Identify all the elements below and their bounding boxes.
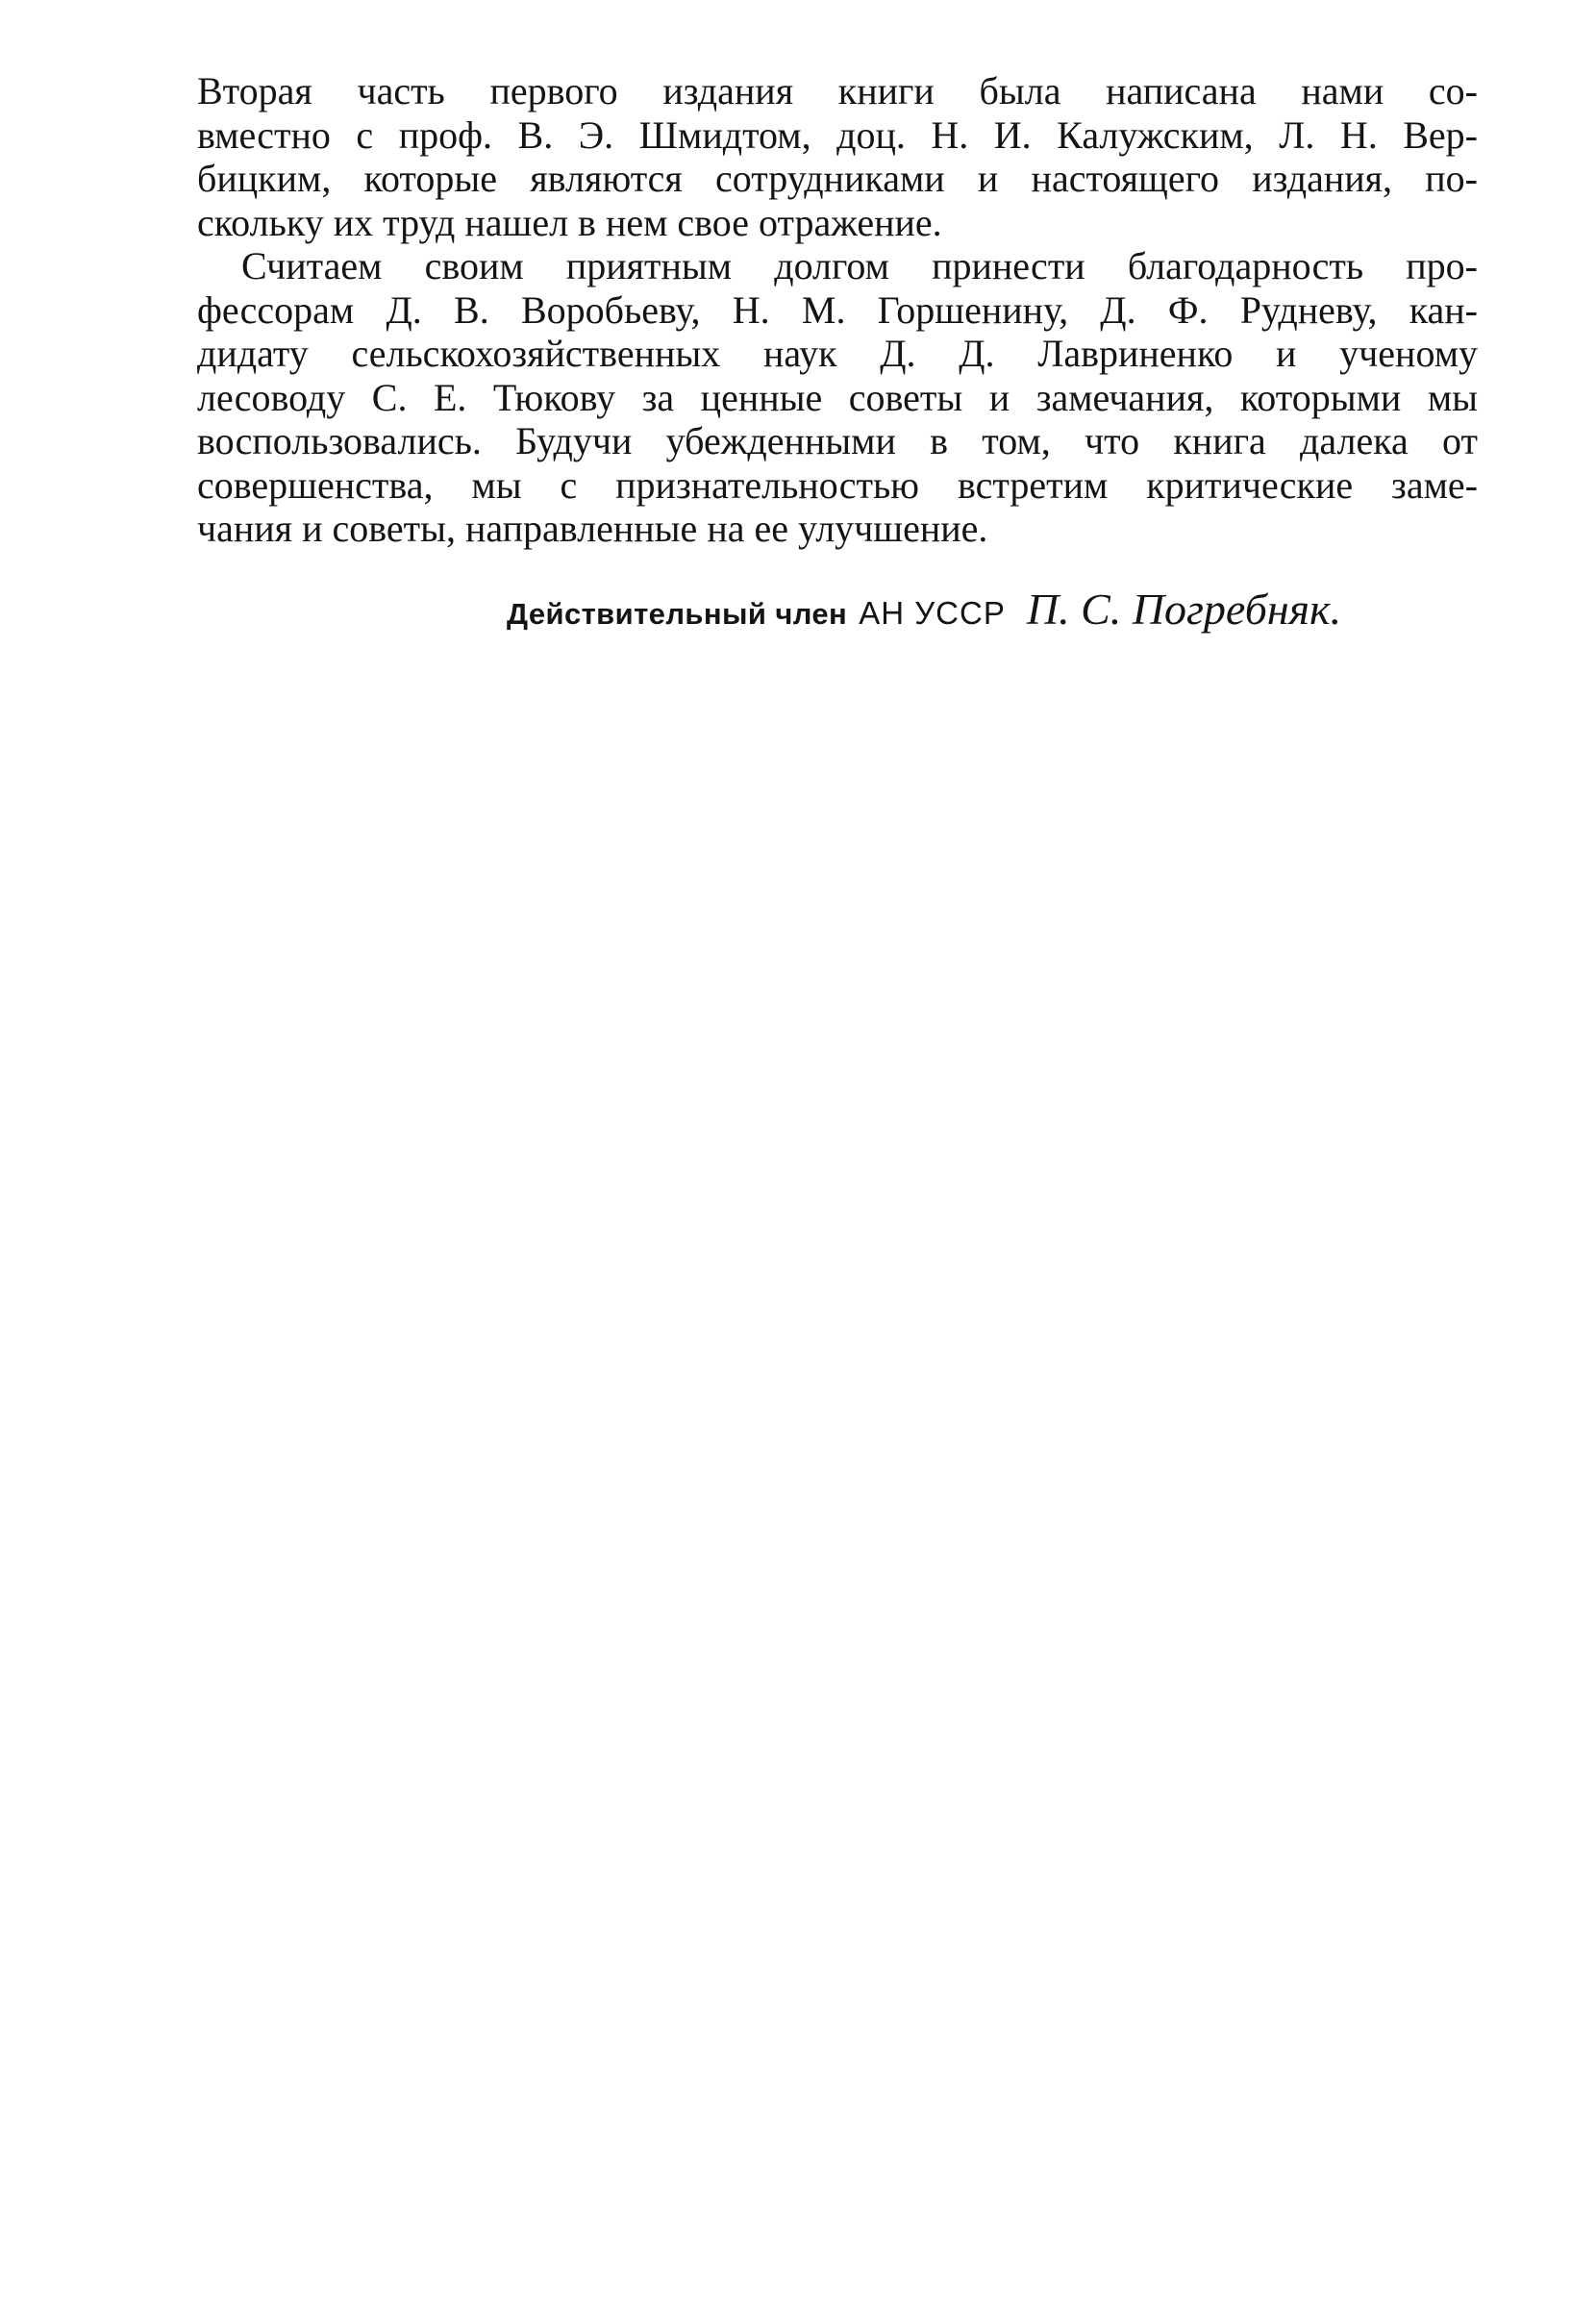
text-line: лесоводу С. Е. Тюкову за ценные советы и замечания, которыми мы — [197, 375, 1478, 419]
text-line: совершенства, мы с признательностью встретим критические заме- — [197, 462, 1478, 507]
text-line: скольку их труд нашел в нем свое отражение. — [197, 200, 942, 244]
text-line: чания и советы, направленные на ее улучшение. — [197, 507, 988, 550]
preface-text — [197, 69, 1478, 551]
text-line: фессорам Д. В. Воробьеву, Н. М. Горшенину, Д. Ф. Рудневу, кан- — [197, 287, 1478, 332]
text-line: Считаем своим приятным долгом принести благодарность про- — [241, 244, 1478, 287]
text-line: дидату сельскохозяйственных наук Д. Д. Лавриненко и ученому — [197, 332, 1478, 375]
signature-name: П. С. Погребняк. — [1026, 585, 1342, 634]
signature-organization: АН УССР — [859, 595, 1006, 631]
text-line: Вторая часть первого издания книги была написана нами со- — [197, 69, 1478, 112]
signature — [507, 584, 1478, 637]
text-line: воспользовались. Будучи убежденными в том, что книга далека от — [197, 419, 1478, 462]
signature-title: Действительный член — [507, 597, 848, 631]
text-line: вместно с проф. В. Э. Шмидтом, доц. Н. И. Калужским, Л. Н. Вер- — [197, 112, 1478, 157]
text-line: бицким, которые являются сотрудниками и настоящего издания, по- — [197, 157, 1478, 200]
